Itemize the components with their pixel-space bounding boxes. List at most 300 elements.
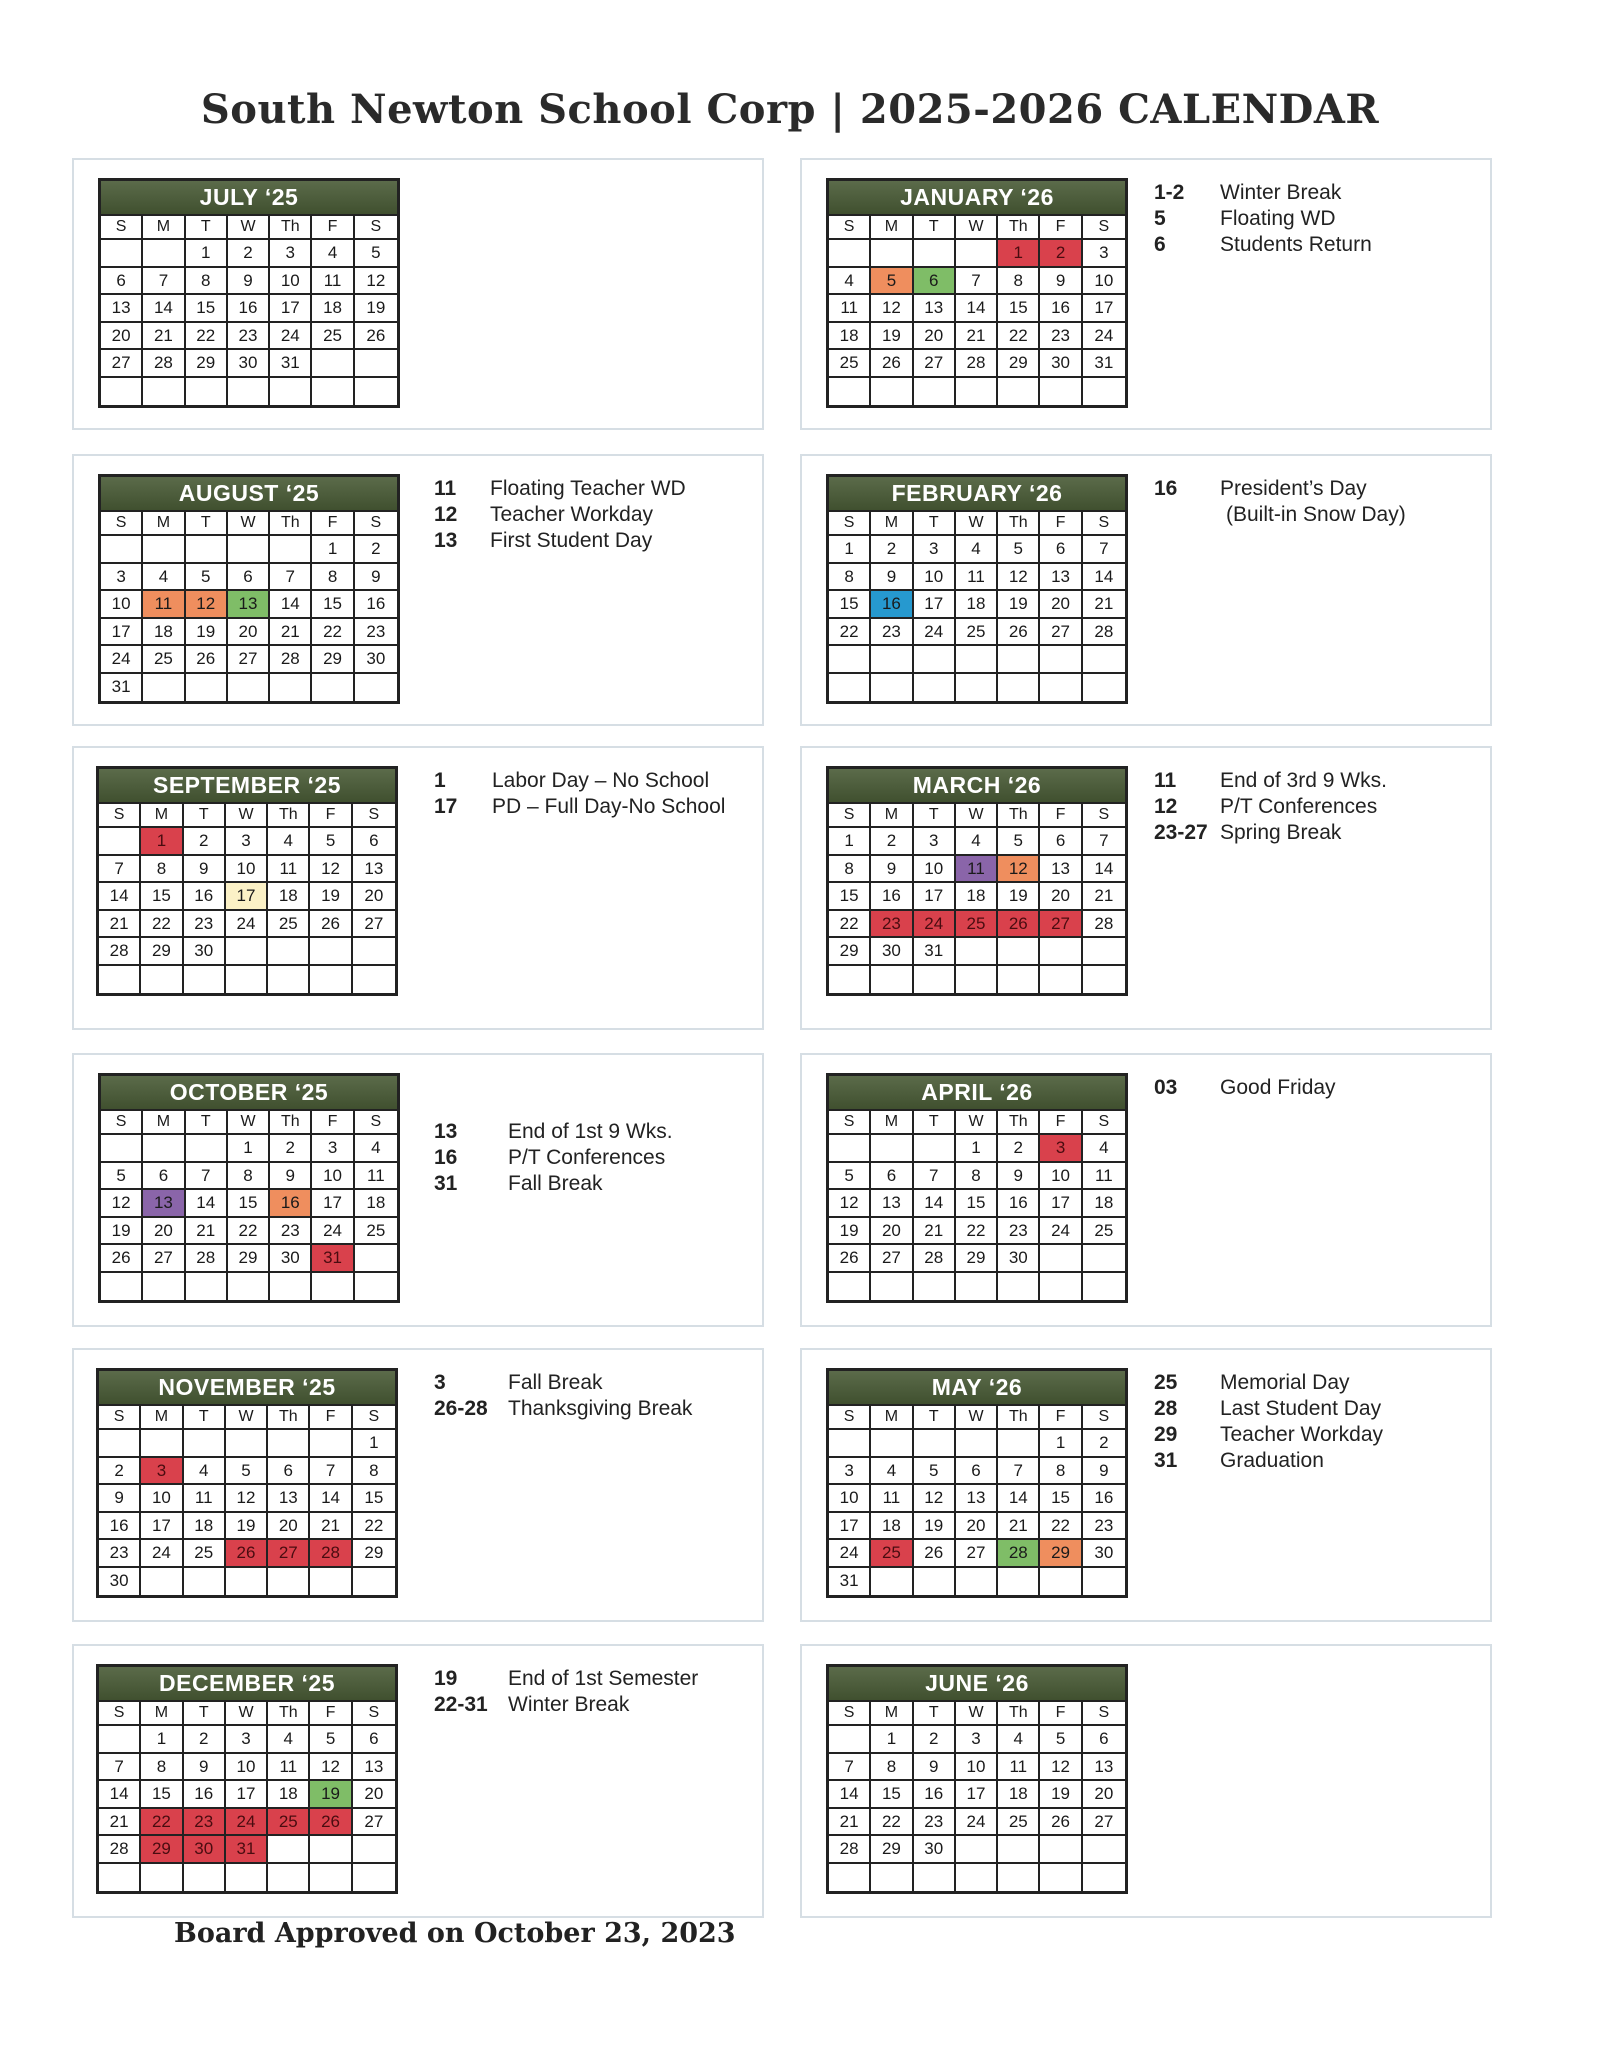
day-cell: 27 <box>1083 1809 1125 1837</box>
empty-day-cell <box>143 240 185 268</box>
day-cell: 9 <box>184 856 226 884</box>
empty-day-cell <box>998 1273 1040 1301</box>
weekday-label: T <box>914 804 956 828</box>
empty-day-cell <box>143 1273 185 1301</box>
event-list <box>1154 1370 1383 1474</box>
event-date: 22-31 <box>434 1693 488 1716</box>
day-cell: 3 <box>1040 1135 1082 1163</box>
day-cell: 23 <box>1040 323 1082 351</box>
empty-day-cell <box>270 536 312 564</box>
weekday-label: Th <box>998 1702 1040 1726</box>
day-cell: 11 <box>268 1754 310 1782</box>
day-cell: 17 <box>141 1513 183 1541</box>
empty-day-cell <box>998 1568 1040 1596</box>
weekday-label: F <box>312 216 354 240</box>
weekday-label: M <box>871 1702 913 1726</box>
event-date: 03 <box>1154 1076 1178 1099</box>
day-cell: 3 <box>101 564 143 592</box>
day-cell: 2 <box>914 1726 956 1754</box>
weekday-label: S <box>829 804 871 828</box>
day-cell: 10 <box>226 856 268 884</box>
empty-day-cell <box>141 1864 183 1892</box>
day-cell: 3 <box>829 1458 871 1486</box>
day-cell: 14 <box>1083 564 1125 592</box>
day-cell: 15 <box>228 1190 270 1218</box>
month-panel <box>800 1348 1492 1622</box>
weekday-label: S <box>353 1702 395 1726</box>
day-cell: 9 <box>228 268 270 296</box>
day-cell: 2 <box>355 536 397 564</box>
empty-day-cell <box>312 378 354 406</box>
empty-day-cell <box>871 674 913 702</box>
weekday-label: Th <box>270 216 312 240</box>
day-cell: 17 <box>1083 295 1125 323</box>
day-cell: 6 <box>353 1726 395 1754</box>
event-date: 3 <box>434 1371 446 1394</box>
event-list <box>1154 1075 1336 1101</box>
day-cell: 5 <box>186 564 228 592</box>
day-cell: 7 <box>310 1458 352 1486</box>
event-date: 1 <box>434 769 446 792</box>
empty-day-cell <box>228 536 270 564</box>
event-row <box>434 1396 692 1422</box>
day-cell: 8 <box>871 1754 913 1782</box>
day-cell: 20 <box>956 1513 998 1541</box>
empty-day-cell <box>829 378 871 406</box>
day-cell: 17 <box>226 883 268 911</box>
empty-day-cell <box>186 536 228 564</box>
empty-day-cell <box>268 1568 310 1596</box>
weekday-label: M <box>871 1111 913 1135</box>
event-description: P/T Conferences <box>508 1146 666 1169</box>
day-cell: 9 <box>184 1754 226 1782</box>
day-cell: 14 <box>914 1190 956 1218</box>
event-list <box>1154 768 1387 846</box>
month-panel <box>72 1053 764 1327</box>
day-cell: 25 <box>143 646 185 674</box>
day-cell: 2 <box>998 1135 1040 1163</box>
day-cell: 7 <box>270 564 312 592</box>
weekday-label: F <box>1040 804 1082 828</box>
weekday-label: Th <box>998 1406 1040 1430</box>
day-cell: 27 <box>143 1245 185 1273</box>
empty-day-cell <box>228 1273 270 1301</box>
day-cell: 30 <box>270 1245 312 1273</box>
day-cell: 19 <box>914 1513 956 1541</box>
day-cell: 12 <box>914 1485 956 1513</box>
event-row <box>1154 1422 1383 1448</box>
event-description: Fall Break <box>508 1172 603 1195</box>
empty-day-cell <box>184 1864 226 1892</box>
weekday-label: S <box>1083 1111 1125 1135</box>
day-cell: 6 <box>101 268 143 296</box>
weekday-label: W <box>228 216 270 240</box>
day-cell: 1 <box>353 1430 395 1458</box>
day-cell: 21 <box>914 1218 956 1246</box>
day-grid <box>829 1111 1125 1300</box>
empty-day-cell <box>101 536 143 564</box>
day-cell: 21 <box>99 911 141 939</box>
event-description: Spring Break <box>1220 821 1342 844</box>
month-calendar <box>826 1073 1128 1303</box>
day-cell: 7 <box>1083 828 1125 856</box>
day-cell: 25 <box>312 323 354 351</box>
month-panel <box>72 1644 764 1918</box>
weekday-label: T <box>186 1111 228 1135</box>
empty-day-cell <box>1083 378 1125 406</box>
day-cell: 30 <box>99 1568 141 1596</box>
day-cell: 21 <box>956 323 998 351</box>
empty-day-cell <box>1040 378 1082 406</box>
event-row <box>1154 794 1387 820</box>
empty-day-cell <box>998 1864 1040 1892</box>
day-cell: 28 <box>143 350 185 378</box>
day-cell: 1 <box>871 1726 913 1754</box>
day-cell: 21 <box>270 619 312 647</box>
day-cell: 23 <box>1083 1513 1125 1541</box>
day-cell: 27 <box>101 350 143 378</box>
empty-day-cell <box>355 350 397 378</box>
empty-day-cell <box>1040 1273 1082 1301</box>
day-cell: 26 <box>1040 1809 1082 1837</box>
day-cell: 6 <box>1040 828 1082 856</box>
event-row <box>434 502 686 528</box>
day-cell: 4 <box>998 1726 1040 1754</box>
day-cell: 1 <box>312 536 354 564</box>
day-cell: 12 <box>871 295 913 323</box>
weekday-label: S <box>99 804 141 828</box>
event-description: Floating Teacher WD <box>490 477 686 500</box>
day-cell: 27 <box>956 1540 998 1568</box>
day-cell: 18 <box>355 1190 397 1218</box>
day-cell: 27 <box>353 1809 395 1837</box>
day-cell: 6 <box>1083 1726 1125 1754</box>
empty-day-cell <box>956 240 998 268</box>
event-date: 31 <box>1154 1449 1178 1472</box>
weekday-label: W <box>226 1406 268 1430</box>
day-cell: 24 <box>1040 1218 1082 1246</box>
empty-day-cell <box>355 674 397 702</box>
day-cell: 31 <box>829 1568 871 1596</box>
empty-day-cell <box>101 378 143 406</box>
empty-day-cell <box>228 378 270 406</box>
day-cell: 20 <box>1040 591 1082 619</box>
empty-day-cell <box>998 378 1040 406</box>
event-description: (Built-in Snow Day) <box>1226 503 1406 526</box>
weekday-label: F <box>310 804 352 828</box>
day-cell: 4 <box>268 828 310 856</box>
day-cell: 13 <box>353 856 395 884</box>
event-date: 16 <box>1154 477 1178 500</box>
day-cell: 28 <box>99 938 141 966</box>
day-grid <box>99 804 395 993</box>
day-grid <box>101 512 397 701</box>
empty-day-cell <box>871 966 913 994</box>
weekday-label: T <box>186 512 228 536</box>
day-cell: 28 <box>270 646 312 674</box>
day-cell: 8 <box>956 1163 998 1191</box>
empty-day-cell <box>956 378 998 406</box>
day-cell: 20 <box>1040 883 1082 911</box>
day-cell: 16 <box>871 883 913 911</box>
empty-day-cell <box>228 674 270 702</box>
day-cell: 25 <box>998 1809 1040 1837</box>
weekday-label: Th <box>998 1111 1040 1135</box>
day-cell: 12 <box>186 591 228 619</box>
month-calendar <box>96 766 398 996</box>
day-cell: 28 <box>99 1836 141 1864</box>
month-panel <box>72 1348 764 1622</box>
weekday-label: S <box>99 1406 141 1430</box>
empty-day-cell <box>226 1430 268 1458</box>
day-cell: 3 <box>226 828 268 856</box>
empty-day-cell <box>268 966 310 994</box>
weekday-label: M <box>871 804 913 828</box>
empty-day-cell <box>270 1273 312 1301</box>
empty-day-cell <box>268 1864 310 1892</box>
day-cell: 11 <box>268 856 310 884</box>
day-cell: 16 <box>914 1781 956 1809</box>
day-cell: 16 <box>871 591 913 619</box>
day-cell: 23 <box>184 911 226 939</box>
day-cell: 15 <box>312 591 354 619</box>
event-description: P/T Conferences <box>1220 795 1378 818</box>
empty-day-cell <box>226 966 268 994</box>
day-cell: 15 <box>141 1781 183 1809</box>
weekday-label: F <box>310 1406 352 1430</box>
weekday-label: Th <box>998 512 1040 536</box>
day-cell: 12 <box>998 564 1040 592</box>
weekday-label: T <box>184 1406 226 1430</box>
weekday-label: W <box>956 512 998 536</box>
empty-day-cell <box>914 1430 956 1458</box>
day-cell: 6 <box>914 268 956 296</box>
empty-day-cell <box>143 674 185 702</box>
weekday-label: W <box>956 804 998 828</box>
month-title: JULY ‘25 <box>101 181 397 216</box>
weekday-label: W <box>228 512 270 536</box>
day-cell: 26 <box>355 323 397 351</box>
day-cell: 2 <box>871 536 913 564</box>
day-cell: 13 <box>143 1190 185 1218</box>
month-panel <box>72 454 764 726</box>
event-row <box>1154 1448 1383 1474</box>
day-cell: 30 <box>184 938 226 966</box>
month-title: APRIL ‘26 <box>829 1076 1125 1111</box>
empty-day-cell <box>829 240 871 268</box>
weekday-label: S <box>1083 1702 1125 1726</box>
day-cell: 31 <box>1083 350 1125 378</box>
day-cell: 1 <box>829 536 871 564</box>
month-title: JANUARY ‘26 <box>829 181 1125 216</box>
empty-day-cell <box>186 378 228 406</box>
empty-day-cell <box>871 378 913 406</box>
day-cell: 13 <box>871 1190 913 1218</box>
day-cell: 27 <box>1040 911 1082 939</box>
empty-day-cell <box>353 1836 395 1864</box>
day-cell: 19 <box>998 883 1040 911</box>
empty-day-cell <box>99 828 141 856</box>
day-cell: 21 <box>1083 883 1125 911</box>
month-calendar <box>98 474 400 704</box>
day-cell: 22 <box>353 1513 395 1541</box>
empty-day-cell <box>829 1726 871 1754</box>
day-cell: 22 <box>186 323 228 351</box>
day-cell: 12 <box>829 1190 871 1218</box>
empty-day-cell <box>355 1273 397 1301</box>
event-row <box>1154 180 1372 206</box>
event-row <box>1154 1075 1336 1101</box>
day-cell: 22 <box>141 911 183 939</box>
month-calendar <box>826 766 1128 996</box>
day-cell: 24 <box>829 1540 871 1568</box>
day-cell: 26 <box>226 1540 268 1568</box>
day-cell: 28 <box>914 1245 956 1273</box>
day-cell: 24 <box>226 911 268 939</box>
day-cell: 2 <box>270 1135 312 1163</box>
day-cell: 8 <box>998 268 1040 296</box>
day-cell: 21 <box>186 1218 228 1246</box>
event-list <box>434 1370 692 1422</box>
empty-day-cell <box>1083 646 1125 674</box>
day-cell: 5 <box>998 828 1040 856</box>
month-title: SEPTEMBER ‘25 <box>99 769 395 804</box>
weekday-label: M <box>143 512 185 536</box>
day-cell: 8 <box>141 1754 183 1782</box>
day-cell: 21 <box>99 1809 141 1837</box>
day-cell: 7 <box>99 1754 141 1782</box>
empty-day-cell <box>998 966 1040 994</box>
day-cell: 16 <box>184 883 226 911</box>
day-cell: 8 <box>1040 1458 1082 1486</box>
day-cell: 8 <box>829 856 871 884</box>
day-cell: 7 <box>143 268 185 296</box>
empty-day-cell <box>914 240 956 268</box>
day-cell: 14 <box>829 1781 871 1809</box>
empty-day-cell <box>871 1135 913 1163</box>
day-grid <box>99 1702 395 1891</box>
day-cell: 10 <box>1040 1163 1082 1191</box>
empty-day-cell <box>956 1430 998 1458</box>
day-cell: 10 <box>101 591 143 619</box>
event-row <box>434 476 686 502</box>
empty-day-cell <box>914 1135 956 1163</box>
month-title: MARCH ‘26 <box>829 769 1125 804</box>
event-row <box>1154 820 1387 846</box>
empty-day-cell <box>99 1430 141 1458</box>
day-cell: 7 <box>1083 536 1125 564</box>
day-cell: 2 <box>871 828 913 856</box>
day-cell: 9 <box>270 1163 312 1191</box>
day-cell: 15 <box>186 295 228 323</box>
day-cell: 26 <box>101 1245 143 1273</box>
empty-day-cell <box>226 1864 268 1892</box>
day-cell: 24 <box>270 323 312 351</box>
day-cell: 23 <box>355 619 397 647</box>
day-cell: 5 <box>355 240 397 268</box>
month-title: OCTOBER ‘25 <box>101 1076 397 1111</box>
day-cell: 19 <box>871 323 913 351</box>
empty-day-cell <box>829 966 871 994</box>
day-cell: 10 <box>270 268 312 296</box>
event-description: PD – Full Day-No School <box>492 795 726 818</box>
event-row <box>434 1666 698 1692</box>
empty-day-cell <box>1040 1245 1082 1273</box>
event-date: 11 <box>1154 769 1177 792</box>
day-cell: 15 <box>871 1781 913 1809</box>
weekday-label: T <box>184 1702 226 1726</box>
day-cell: 25 <box>829 350 871 378</box>
day-cell: 19 <box>101 1218 143 1246</box>
day-cell: 8 <box>228 1163 270 1191</box>
day-cell: 4 <box>184 1458 226 1486</box>
day-grid <box>829 804 1125 993</box>
day-cell: 17 <box>956 1781 998 1809</box>
weekday-label: S <box>355 1111 397 1135</box>
event-description: Thanksgiving Break <box>508 1397 693 1420</box>
day-cell: 29 <box>141 938 183 966</box>
weekday-label: S <box>829 1111 871 1135</box>
day-cell: 30 <box>1040 350 1082 378</box>
empty-day-cell <box>270 674 312 702</box>
day-cell: 15 <box>956 1190 998 1218</box>
day-cell: 28 <box>1083 619 1125 647</box>
empty-day-cell <box>956 1568 998 1596</box>
day-cell: 7 <box>914 1163 956 1191</box>
day-cell: 1 <box>228 1135 270 1163</box>
day-cell: 27 <box>914 350 956 378</box>
day-cell: 17 <box>312 1190 354 1218</box>
day-cell: 12 <box>1040 1754 1082 1782</box>
day-cell: 8 <box>186 268 228 296</box>
day-cell: 4 <box>268 1726 310 1754</box>
day-cell: 9 <box>355 564 397 592</box>
event-row <box>1154 1396 1383 1422</box>
day-cell: 1 <box>186 240 228 268</box>
day-cell: 11 <box>956 856 998 884</box>
day-cell: 14 <box>186 1190 228 1218</box>
day-cell: 1 <box>141 828 183 856</box>
day-cell: 18 <box>268 1781 310 1809</box>
day-cell: 2 <box>99 1458 141 1486</box>
event-list <box>434 1666 698 1718</box>
day-cell: 4 <box>355 1135 397 1163</box>
empty-day-cell <box>1083 966 1125 994</box>
weekday-label: W <box>226 804 268 828</box>
day-cell: 19 <box>310 883 352 911</box>
day-cell: 20 <box>914 323 956 351</box>
weekday-label: Th <box>270 1111 312 1135</box>
event-date: 13 <box>434 1120 458 1143</box>
empty-day-cell <box>1040 1836 1082 1864</box>
day-cell: 20 <box>101 323 143 351</box>
month-calendar <box>826 178 1128 408</box>
empty-day-cell <box>1040 646 1082 674</box>
day-cell: 2 <box>1040 240 1082 268</box>
event-date: 28 <box>1154 1397 1178 1420</box>
day-cell: 3 <box>141 1458 183 1486</box>
event-row <box>1154 502 1406 528</box>
empty-day-cell <box>1040 938 1082 966</box>
empty-day-cell <box>871 1273 913 1301</box>
day-cell: 15 <box>829 883 871 911</box>
empty-day-cell <box>99 966 141 994</box>
empty-day-cell <box>829 646 871 674</box>
day-cell: 26 <box>998 911 1040 939</box>
day-cell: 10 <box>829 1485 871 1513</box>
day-cell: 18 <box>829 323 871 351</box>
event-row <box>434 768 725 794</box>
